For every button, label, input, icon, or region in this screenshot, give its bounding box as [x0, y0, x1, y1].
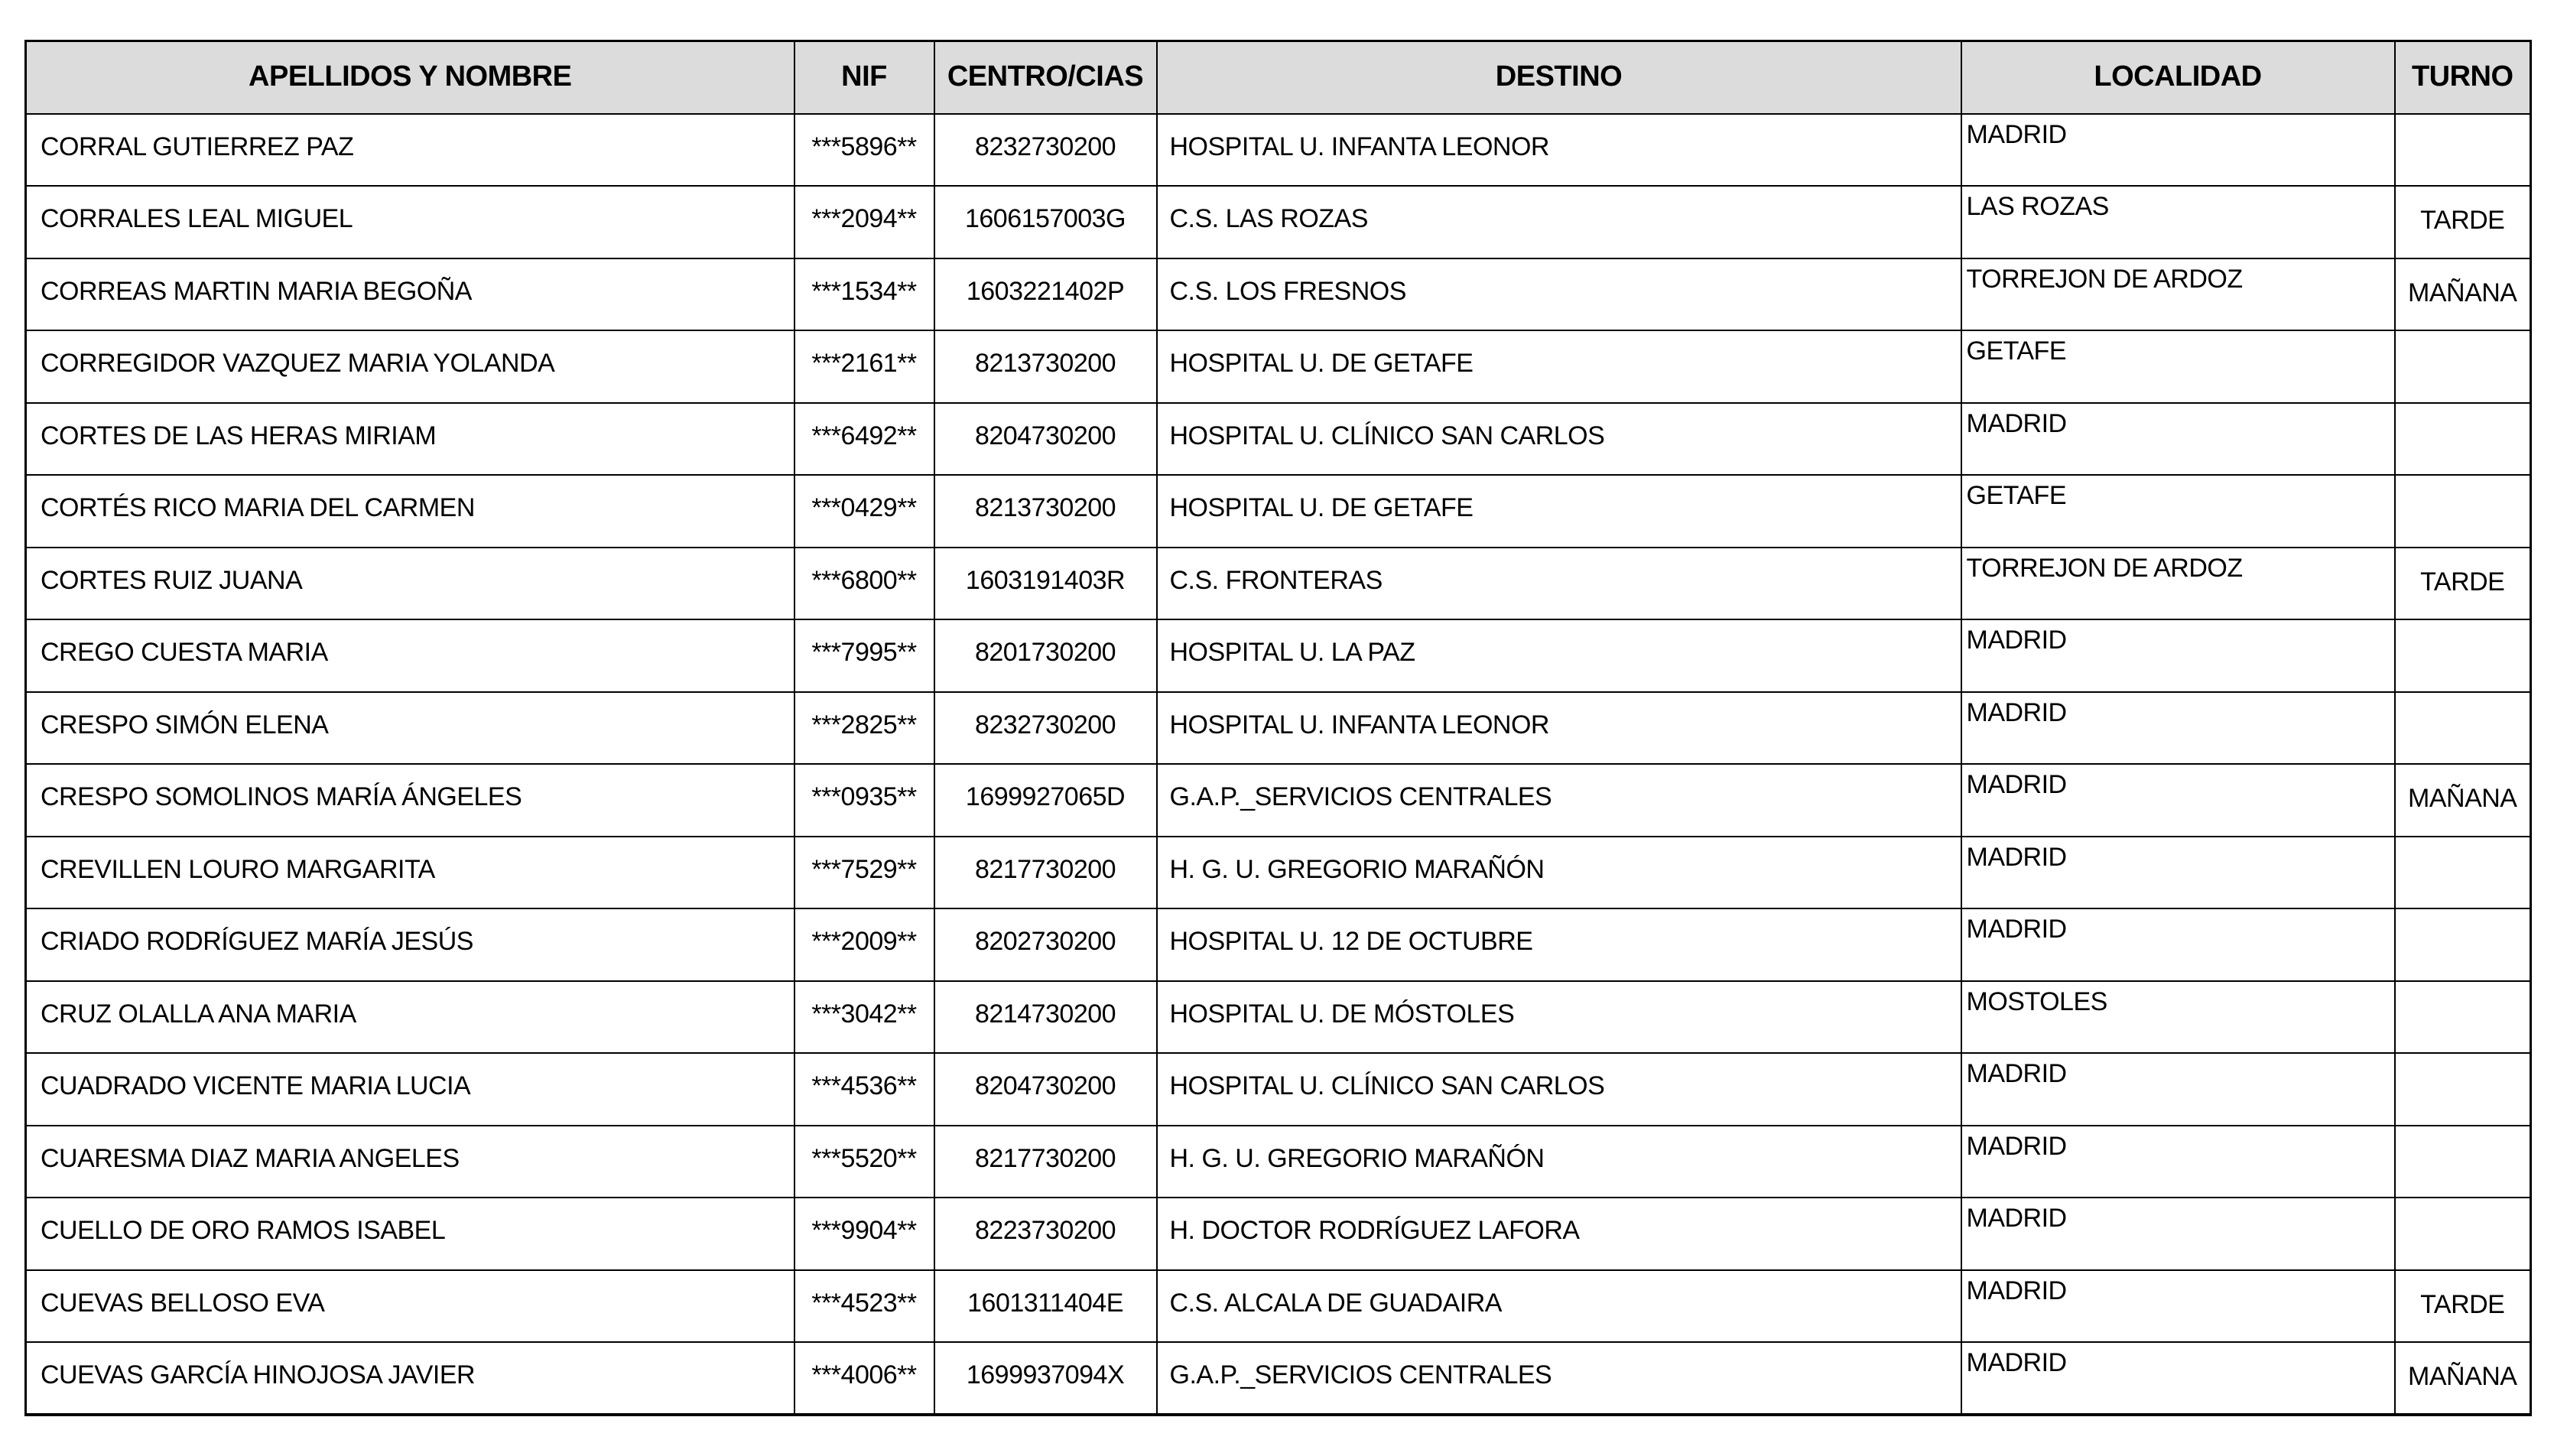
cell-apellidos: CRESPO SOMOLINOS MARÍA ÁNGELES [26, 764, 794, 837]
cell-nif: ***2825** [794, 692, 934, 765]
cell-turno [2395, 114, 2531, 187]
cell-centro-cias: 1699937094X [934, 1342, 1157, 1415]
cell-apellidos: CORREAS MARTIN MARIA BEGOÑA [26, 258, 794, 331]
cell-localidad: MADRID [1961, 1126, 2395, 1198]
cell-apellidos: CORTES DE LAS HERAS MIRIAM [26, 403, 794, 476]
cell-turno [2395, 1198, 2531, 1270]
cell-apellidos: CUEVAS GARCÍA HINOJOSA JAVIER [26, 1342, 794, 1415]
table-row [26, 475, 2531, 548]
table-row [26, 981, 2531, 1054]
cell-turno: MAÑANA [2395, 1342, 2531, 1415]
cell-destino: HOSPITAL U. LA PAZ [1157, 619, 1961, 692]
cell-turno [2395, 837, 2531, 909]
cell-centro-cias: 8223730200 [934, 1198, 1157, 1270]
cell-turno [2395, 475, 2531, 548]
cell-localidad: MADRID [1961, 764, 2395, 837]
cell-localidad: TORREJON DE ARDOZ [1961, 258, 2395, 331]
cell-centro-cias: 8202730200 [934, 908, 1157, 981]
cell-centro-cias: 8204730200 [934, 403, 1157, 476]
cell-turno [2395, 1126, 2531, 1198]
cell-turno [2395, 1053, 2531, 1126]
cell-centro-cias: 8217730200 [934, 1126, 1157, 1198]
cell-localidad: MADRID [1961, 692, 2395, 765]
table-row [26, 1126, 2531, 1198]
cell-nif: ***2009** [794, 908, 934, 981]
cell-destino: HOSPITAL U. DE GETAFE [1157, 330, 1961, 403]
cell-localidad: MADRID [1961, 1198, 2395, 1270]
cell-localidad: MADRID [1961, 114, 2395, 187]
cell-nif: ***2161** [794, 330, 934, 403]
cell-destino: HOSPITAL U. INFANTA LEONOR [1157, 692, 1961, 765]
cell-centro-cias: 8232730200 [934, 114, 1157, 187]
cell-apellidos: CRESPO SIMÓN ELENA [26, 692, 794, 765]
cell-apellidos: CORRAL GUTIERREZ PAZ [26, 114, 794, 187]
cell-destino: HOSPITAL U. CLÍNICO SAN CARLOS [1157, 403, 1961, 476]
table-body [26, 114, 2531, 1415]
cell-nif: ***2094** [794, 186, 934, 258]
cell-nif: ***6800** [794, 548, 934, 620]
cell-nif: ***5896** [794, 114, 934, 187]
cell-destino: HOSPITAL U. 12 DE OCTUBRE [1157, 908, 1961, 981]
cell-destino: C.S. LAS ROZAS [1157, 186, 1961, 258]
cell-centro-cias: 8214730200 [934, 981, 1157, 1054]
cell-centro-cias: 1603191403R [934, 548, 1157, 620]
column-header-apellidos: APELLIDOS Y NOMBRE [26, 41, 794, 114]
column-header-destino: DESTINO [1157, 41, 1961, 114]
table-row [26, 186, 2531, 258]
cell-turno [2395, 330, 2531, 403]
cell-turno [2395, 692, 2531, 765]
cell-turno: TARDE [2395, 186, 2531, 258]
table-row [26, 1053, 2531, 1126]
table-row [26, 548, 2531, 620]
cell-localidad: MADRID [1961, 1270, 2395, 1343]
cell-turno: TARDE [2395, 548, 2531, 620]
cell-apellidos: CORRALES LEAL MIGUEL [26, 186, 794, 258]
table-row [26, 619, 2531, 692]
cell-centro-cias: 8217730200 [934, 837, 1157, 909]
cell-localidad: MADRID [1961, 1053, 2395, 1126]
cell-apellidos: CUARESMA DIAZ MARIA ANGELES [26, 1126, 794, 1198]
table-row [26, 1270, 2531, 1343]
cell-nif: ***0429** [794, 475, 934, 548]
table-row [26, 114, 2531, 187]
cell-destino: G.A.P._SERVICIOS CENTRALES [1157, 764, 1961, 837]
cell-nif: ***7995** [794, 619, 934, 692]
cell-destino: H. G. U. GREGORIO MARAÑÓN [1157, 837, 1961, 909]
column-header-nif: NIF [794, 41, 934, 114]
cell-centro-cias: 8201730200 [934, 619, 1157, 692]
cell-centro-cias: 8204730200 [934, 1053, 1157, 1126]
table-row [26, 1198, 2531, 1270]
table-row [26, 330, 2531, 403]
cell-centro-cias: 8213730200 [934, 330, 1157, 403]
table-row [26, 764, 2531, 837]
table-header [26, 41, 2531, 114]
cell-destino: C.S. FRONTERAS [1157, 548, 1961, 620]
cell-nif: ***4523** [794, 1270, 934, 1343]
cell-turno [2395, 908, 2531, 981]
cell-destino: C.S. ALCALA DE GUADAIRA [1157, 1270, 1961, 1343]
cell-turno: MAÑANA [2395, 258, 2531, 331]
cell-nif: ***1534** [794, 258, 934, 331]
cell-nif: ***3042** [794, 981, 934, 1054]
cell-nif: ***5520** [794, 1126, 934, 1198]
cell-localidad: TORREJON DE ARDOZ [1961, 548, 2395, 620]
cell-destino: H. DOCTOR RODRÍGUEZ LAFORA [1157, 1198, 1961, 1270]
cell-destino: HOSPITAL U. INFANTA LEONOR [1157, 114, 1961, 187]
cell-nif: ***0935** [794, 764, 934, 837]
table-row [26, 908, 2531, 981]
cell-apellidos: CORTES RUIZ JUANA [26, 548, 794, 620]
cell-nif: ***6492** [794, 403, 934, 476]
cell-centro-cias: 1603221402P [934, 258, 1157, 331]
table-row [26, 1342, 2531, 1415]
cell-destino: G.A.P._SERVICIOS CENTRALES [1157, 1342, 1961, 1415]
table-row [26, 692, 2531, 765]
cell-localidad: MADRID [1961, 837, 2395, 909]
cell-destino: H. G. U. GREGORIO MARAÑÓN [1157, 1126, 1961, 1198]
cell-apellidos: CREVILLEN LOURO MARGARITA [26, 837, 794, 909]
cell-localidad: MADRID [1961, 403, 2395, 476]
cell-centro-cias: 8232730200 [934, 692, 1157, 765]
cell-nif: ***7529** [794, 837, 934, 909]
cell-apellidos: CRUZ OLALLA ANA MARIA [26, 981, 794, 1054]
column-header-localidad: LOCALIDAD [1961, 41, 2395, 114]
cell-localidad: GETAFE [1961, 330, 2395, 403]
header-row [26, 41, 2531, 114]
cell-localidad: GETAFE [1961, 475, 2395, 548]
cell-centro-cias: 1699927065D [934, 764, 1157, 837]
cell-turno [2395, 619, 2531, 692]
cell-nif: ***9904** [794, 1198, 934, 1270]
cell-turno: MAÑANA [2395, 764, 2531, 837]
cell-nif: ***4536** [794, 1053, 934, 1126]
cell-localidad: MOSTOLES [1961, 981, 2395, 1054]
cell-apellidos: CRIADO RODRÍGUEZ MARÍA JESÚS [26, 908, 794, 981]
cell-centro-cias: 8213730200 [934, 475, 1157, 548]
cell-turno [2395, 981, 2531, 1054]
cell-centro-cias: 1601311404E [934, 1270, 1157, 1343]
cell-apellidos: CUELLO DE ORO RAMOS ISABEL [26, 1198, 794, 1270]
cell-apellidos: CUEVAS BELLOSO EVA [26, 1270, 794, 1343]
cell-destino: C.S. LOS FRESNOS [1157, 258, 1961, 331]
cell-apellidos: CORREGIDOR VAZQUEZ MARIA YOLANDA [26, 330, 794, 403]
table-row [26, 258, 2531, 331]
cell-turno [2395, 403, 2531, 476]
cell-nif: ***4006** [794, 1342, 934, 1415]
cell-destino: HOSPITAL U. DE MÓSTOLES [1157, 981, 1961, 1054]
cell-destino: HOSPITAL U. CLÍNICO SAN CARLOS [1157, 1053, 1961, 1126]
column-header-centro-cias: CENTRO/CIAS [934, 41, 1157, 114]
column-header-turno: TURNO [2395, 41, 2531, 114]
table-row [26, 837, 2531, 909]
cell-destino: HOSPITAL U. DE GETAFE [1157, 475, 1961, 548]
cell-localidad: LAS ROZAS [1961, 186, 2395, 258]
table-row [26, 403, 2531, 476]
cell-localidad: MADRID [1961, 1342, 2395, 1415]
cell-centro-cias: 1606157003G [934, 186, 1157, 258]
assignment-table [24, 40, 2532, 1416]
cell-localidad: MADRID [1961, 908, 2395, 981]
cell-apellidos: CORTÉS RICO MARIA DEL CARMEN [26, 475, 794, 548]
cell-localidad: MADRID [1961, 619, 2395, 692]
cell-turno: TARDE [2395, 1270, 2531, 1343]
cell-apellidos: CREGO CUESTA MARIA [26, 619, 794, 692]
cell-apellidos: CUADRADO VICENTE MARIA LUCIA [26, 1053, 794, 1126]
